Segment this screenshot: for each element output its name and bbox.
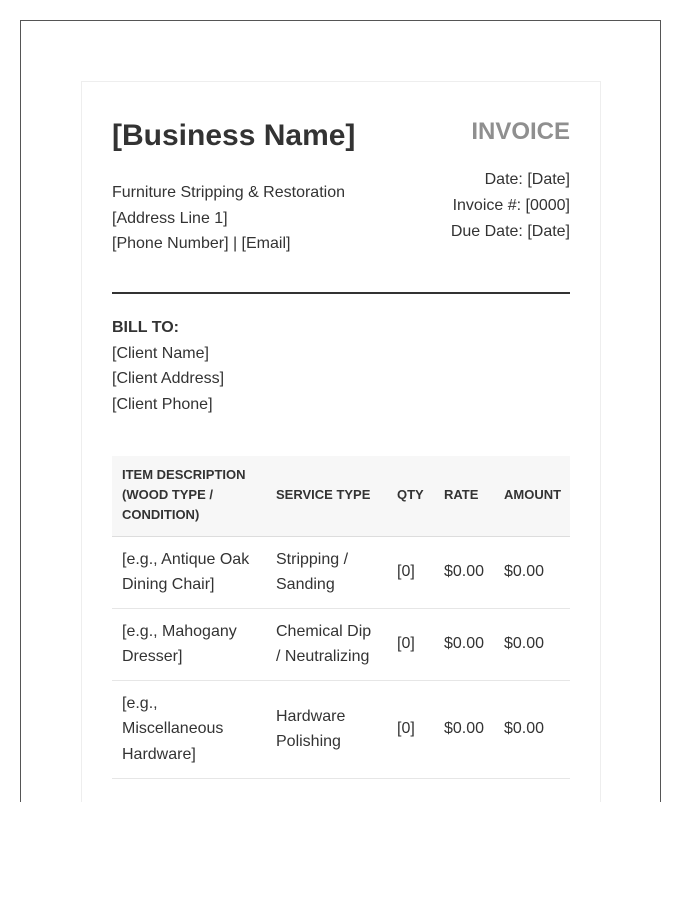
table-row — [112, 681, 570, 779]
business-info — [112, 180, 345, 257]
table-row — [112, 609, 570, 681]
item-rate: $0.00 — [434, 609, 494, 681]
item-qty: [0] — [387, 681, 434, 779]
item-description: [e.g., Miscellaneous Hardware] — [112, 681, 266, 779]
item-description: [e.g., Mahogany Dresser] — [112, 609, 266, 681]
table-row — [112, 537, 570, 609]
invoice-due-date: Due Date: [Date] — [450, 223, 570, 240]
item-description: [e.g., Antique Oak Dining Chair] — [112, 537, 266, 609]
header-qty: QTY — [387, 456, 434, 537]
client-address: [Client Address] — [112, 370, 225, 387]
invoice-title: INVOICE — [471, 118, 570, 145]
client-phone: [Client Phone] — [112, 395, 213, 413]
item-amount: $0.00 — [494, 537, 570, 609]
business-contact: [Phone Number] | [Email] — [112, 235, 291, 252]
bill-to-section — [112, 315, 224, 417]
client-name: [Client Name] — [112, 344, 209, 362]
business-address: [Address Line 1] — [112, 209, 228, 227]
invoice-number: Invoice #: [0000] — [452, 197, 570, 214]
header-amount: AMOUNT — [494, 456, 570, 537]
item-qty: [0] — [387, 609, 434, 681]
item-amount: $0.00 — [494, 681, 570, 779]
item-rate: $0.00 — [434, 681, 494, 779]
items-table-header — [112, 456, 570, 537]
header-divider — [112, 292, 570, 294]
invoice-meta — [451, 167, 570, 245]
header-description: ITEM DESCRIPTION (WOOD TYPE / CONDITION) — [112, 456, 266, 537]
header-rate: RATE — [434, 456, 494, 537]
header-service: SERVICE TYPE — [266, 456, 387, 537]
item-qty: [0] — [387, 537, 434, 609]
item-service: Stripping / Sanding — [266, 537, 387, 609]
business-name: [Business Name] — [112, 119, 356, 152]
item-service: Hardware Polishing — [266, 681, 387, 779]
item-amount: $0.00 — [494, 609, 570, 681]
invoice-date: Date: [Date] — [484, 171, 570, 188]
header-row — [112, 456, 570, 537]
items-table — [112, 456, 570, 779]
business-tagline: Furniture Stripping & Restoration — [112, 184, 345, 201]
item-rate: $0.00 — [434, 537, 494, 609]
bill-to-label: BILL TO: — [112, 319, 179, 336]
items-table-body — [112, 537, 570, 779]
item-service: Chemical Dip / Neutralizing — [266, 609, 387, 681]
